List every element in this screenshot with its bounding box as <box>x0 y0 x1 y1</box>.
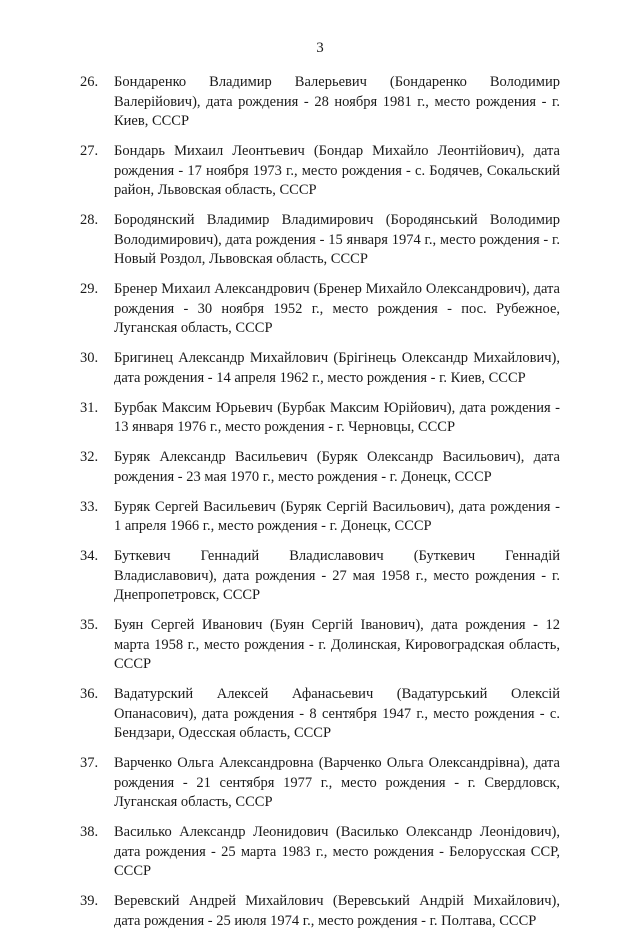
item-number: 30. <box>80 350 99 366</box>
item-text: Бородянский Владимир Владимирович (Бородянський Володимир Володимирович), дата рождения - 15 января 1974 г., место рождения - г. Новый Роздол, Львовская область, СССР <box>114 212 560 267</box>
list-item <box>80 280 560 339</box>
item-number: 33. <box>80 498 99 515</box>
item-number: 36. <box>80 686 99 702</box>
item-text: Бурбак Максим Юрьевич (Бурбак Максим Юрійович), дата рождения - 13 января 1976 г., место рождения - г. Черновцы, СССР <box>114 399 560 435</box>
item-number: 28. <box>80 212 99 228</box>
item-text: Варченко Ольга Александровна (Варченко Ольга Олександрівна), дата рождения - 21 сентября 1977 г., место рождения - г. Свердловск, Луганская область, СССР <box>114 755 560 810</box>
item-text: Бондарь Михаил Леонтьевич (Бондар Михайло Леонтійович), дата рождения - 17 ноября 1973 г., место рождения - с. Бодячев, Сокальский район, Львовская область, СССР <box>114 143 560 198</box>
item-number: 27. <box>80 143 99 159</box>
list-item <box>80 892 560 931</box>
item-text: Буткевич Геннадий Владиславович (Буткевич Геннадій Владиславович), дата рождения - 27 мая 1958 г., место рождения - г. Днепропетровск, СССР <box>114 548 560 603</box>
item-number: 32. <box>80 449 99 465</box>
item-text: Василько Александр Леонидович (Василько Олександр Леонідович), дата рождения - 25 марта 1983 г., место рождения - Белорусская ССР, СССР <box>114 824 560 879</box>
person-list <box>80 73 560 942</box>
item-number: 38. <box>80 824 99 840</box>
item-number: 35. <box>80 617 99 633</box>
list-item <box>80 823 560 882</box>
item-text: Бренер Михаил Александрович (Бренер Михайло Олександрович), дата рождения - 30 ноября 1952 г., место рождения - пос. Рубежное, Луганская область, СССР <box>114 281 560 336</box>
list-item <box>80 754 560 813</box>
item-number: 29. <box>80 281 99 297</box>
item-text: Буряк Александр Васильевич (Буряк Олександр Васильович), дата рождения - 23 мая 1970 г., место рождения - г. Донецк, СССР <box>114 449 560 485</box>
item-number: 31. <box>80 399 99 416</box>
item-number: 34. <box>80 548 99 564</box>
list-item <box>80 547 560 606</box>
list-item <box>80 498 560 537</box>
item-number: 37. <box>80 755 99 771</box>
item-text: Вадатурский Алексей Афанасьевич (Вадатурський Олексій Опанасович), дата рождения - 8 сентября 1947 г., место рождения - с. Бендзари, Одесская область, СССР <box>114 686 560 741</box>
list-item <box>80 349 560 388</box>
item-text: Веревский Андрей Михайлович (Веревський Андрій Михайлович), дата рождения - 25 июля 1974 г., место рождения - г. Полтава, СССР <box>114 893 560 929</box>
page-number: 3 <box>316 40 324 56</box>
list-item <box>80 448 560 487</box>
list-item <box>80 616 560 675</box>
item-number: 26. <box>80 74 99 90</box>
list-item <box>80 211 560 270</box>
list-item <box>80 142 560 201</box>
item-text: Буян Сергей Иванович (Буян Сергій Іванович), дата рождения - 12 марта 1958 г., место рождения - г. Долинская, Кировоградская область, СССР <box>114 617 560 672</box>
item-text: Буряк Сергей Васильевич (Буряк Сергій Васильович), дата рождения - 1 апреля 1966 г., место рождения - г. Донецк, СССР <box>114 498 560 534</box>
list-item <box>80 399 560 438</box>
list-item <box>80 73 560 132</box>
item-number: 39. <box>80 893 99 909</box>
list-item <box>80 685 560 744</box>
item-text: Бригинец Александр Михайлович (Брігінець Олександр Михайлович), дата рождения - 14 апреля 1962 г., место рождения - г. Киев, СССР <box>114 350 560 386</box>
item-text: Бондаренко Владимир Валерьевич (Бондаренко Володимир Валерійович), дата рождения - 28 ноября 1981 г., место рождения - г. Киев, СССР <box>114 74 560 129</box>
